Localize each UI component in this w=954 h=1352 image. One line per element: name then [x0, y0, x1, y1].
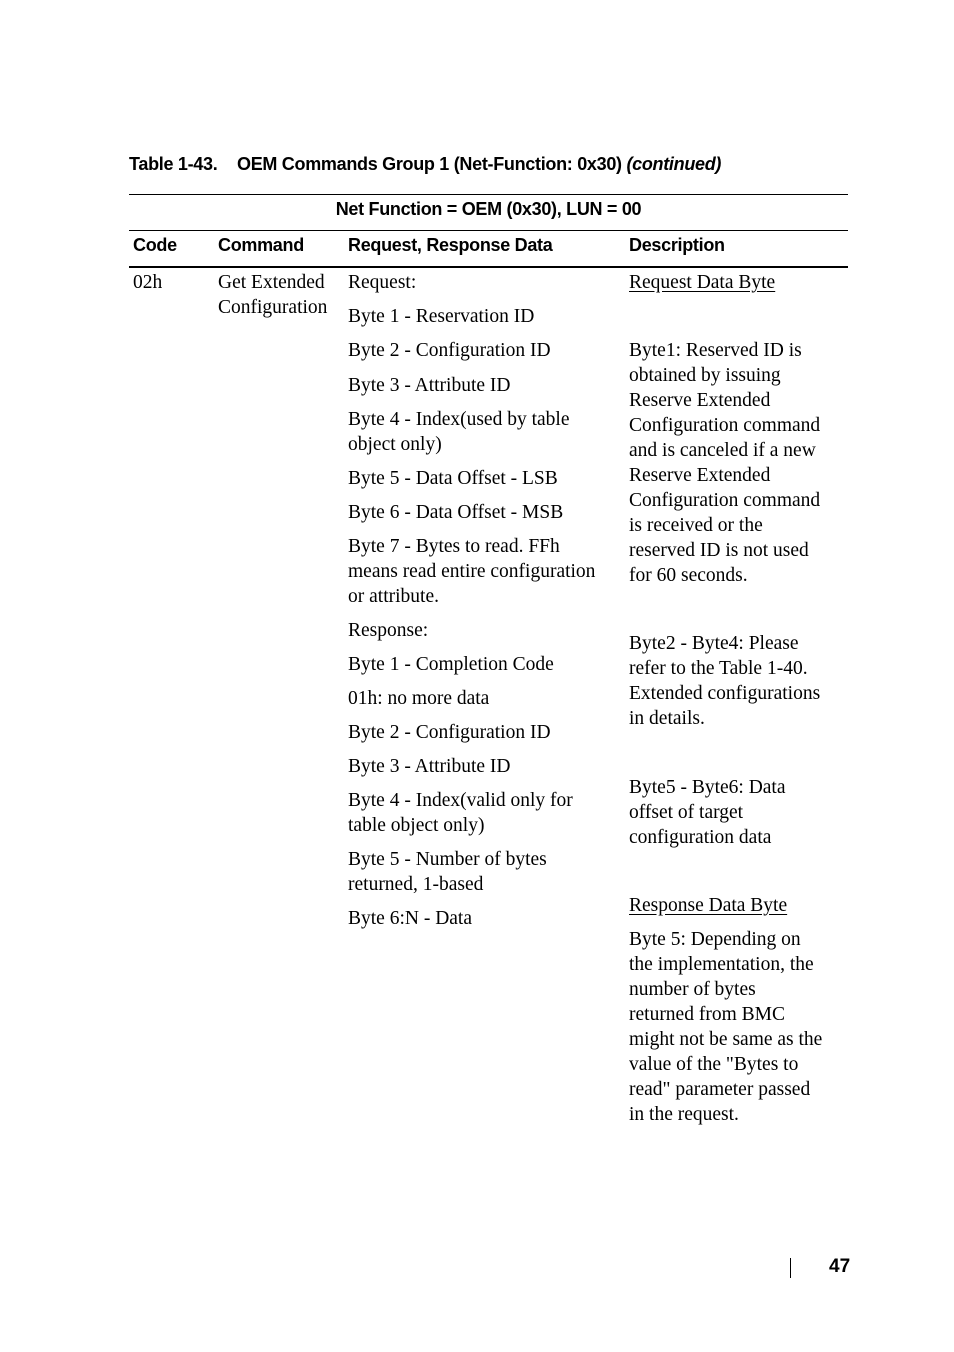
data-line: returned, 1-based: [348, 874, 484, 895]
desc-line: Byte2 - Byte4: Please: [629, 633, 799, 654]
data-entry: [348, 304, 618, 329]
desc-line: Extended configurations: [629, 683, 821, 704]
desc-line: in the request.: [629, 1104, 739, 1125]
table-continued: (continued): [626, 154, 722, 174]
column-header-code: Code: [133, 235, 177, 255]
page-number-divider: [790, 1258, 791, 1278]
data-line: Request:: [348, 272, 417, 293]
command-line: Configuration: [218, 297, 328, 318]
desc-line: configuration data: [629, 827, 772, 848]
data-line: Byte 3 - Attribute ID: [348, 756, 511, 777]
desc-line: for 60 seconds.: [629, 565, 748, 586]
desc-line: value of the "Bytes to: [629, 1054, 799, 1075]
data-line: means read entire configuration: [348, 561, 596, 582]
desc-line: Byte 5: Depending on: [629, 929, 801, 950]
byte5-6-description: [629, 775, 844, 850]
request-data-byte-heading: Request Data Byte: [629, 272, 776, 293]
command-line: Get Extended: [218, 272, 325, 293]
desc-line: Configuration command: [629, 415, 821, 436]
desc-line: Reserve Extended: [629, 390, 771, 411]
data-line: Byte 4 - Index(valid only for: [348, 790, 573, 811]
data-entry: [348, 686, 618, 711]
desc-line: returned from BMC: [629, 1004, 785, 1025]
net-function-header: Net Function = OEM (0x30), LUN = 00: [335, 199, 642, 219]
data-entry: [348, 720, 618, 745]
header-divider-rule: [129, 230, 848, 231]
data-line: table object only): [348, 815, 485, 836]
desc-line: offset of target: [629, 802, 744, 823]
data-line: Byte 2 - Configuration ID: [348, 340, 551, 361]
data-line: Byte 1 - Reservation ID: [348, 306, 535, 327]
code-cell: 02h: [133, 272, 163, 293]
desc-line: number of bytes: [629, 979, 756, 1000]
data-entry: [348, 906, 618, 931]
data-line: Byte 6:N - Data: [348, 908, 473, 929]
data-line: Byte 3 - Attribute ID: [348, 375, 511, 396]
header-bottom-rule: [129, 266, 848, 268]
byte2-4-description: [629, 631, 844, 731]
desc-line: Byte1: Reserved ID is: [629, 340, 802, 361]
response-byte5-description: [629, 927, 844, 1127]
data-line: Byte 5 - Number of bytes: [348, 849, 547, 870]
column-header-command: Command: [218, 235, 304, 255]
data-line: Response:: [348, 620, 429, 641]
desc-line: and is canceled if a new: [629, 440, 816, 461]
column-header-description: Description: [629, 235, 725, 255]
data-line: Byte 5 - Data Offset - LSB: [348, 468, 558, 489]
desc-line: read" parameter passed: [629, 1079, 811, 1100]
data-entry: [348, 652, 618, 677]
desc-line: obtained by issuing: [629, 365, 781, 386]
data-line: object only): [348, 434, 442, 455]
table-number: Table 1-43.: [129, 154, 218, 174]
data-entry: [348, 373, 618, 398]
data-entry: [348, 618, 618, 643]
data-entry: [348, 466, 618, 491]
table-caption: [129, 154, 721, 175]
data-entry: [348, 270, 618, 295]
column-header-data: Request, Response Data: [348, 235, 553, 255]
page-number: 47: [829, 1256, 851, 1277]
data-line: 01h: no more data: [348, 688, 490, 709]
desc-line: refer to the Table 1-40.: [629, 658, 808, 679]
data-line: Byte 1 - Completion Code: [348, 654, 554, 675]
desc-line: the implementation, the: [629, 954, 814, 975]
table-title: OEM Commands Group 1 (Net-Function: 0x30): [237, 154, 622, 174]
desc-line: might not be same as the: [629, 1029, 823, 1050]
data-line: Byte 2 - Configuration ID: [348, 722, 551, 743]
command-cell: [218, 270, 327, 320]
data-entry: [348, 788, 618, 838]
byte1-description: [629, 338, 844, 588]
data-line: Byte 4 - Index(used by table: [348, 409, 570, 430]
data-entry: [348, 847, 618, 897]
data-line: Byte 7 - Bytes to read. FFh: [348, 536, 560, 557]
desc-line: in details.: [629, 708, 705, 729]
data-entry: [348, 754, 618, 779]
desc-line: Configuration command: [629, 490, 821, 511]
data-entry: [348, 534, 618, 609]
data-entry: [348, 407, 618, 457]
data-entry: [348, 338, 618, 363]
data-line: Byte 6 - Data Offset - MSB: [348, 502, 564, 523]
desc-line: Byte5 - Byte6: Data: [629, 777, 786, 798]
desc-line: Reserve Extended: [629, 465, 771, 486]
table-top-rule: [129, 194, 848, 195]
desc-line: is received or the: [629, 515, 763, 536]
response-data-byte-heading: Response Data Byte: [629, 895, 788, 916]
data-line: or attribute.: [348, 586, 439, 607]
desc-line: reserved ID is not used: [629, 540, 809, 561]
data-entry: [348, 500, 618, 525]
